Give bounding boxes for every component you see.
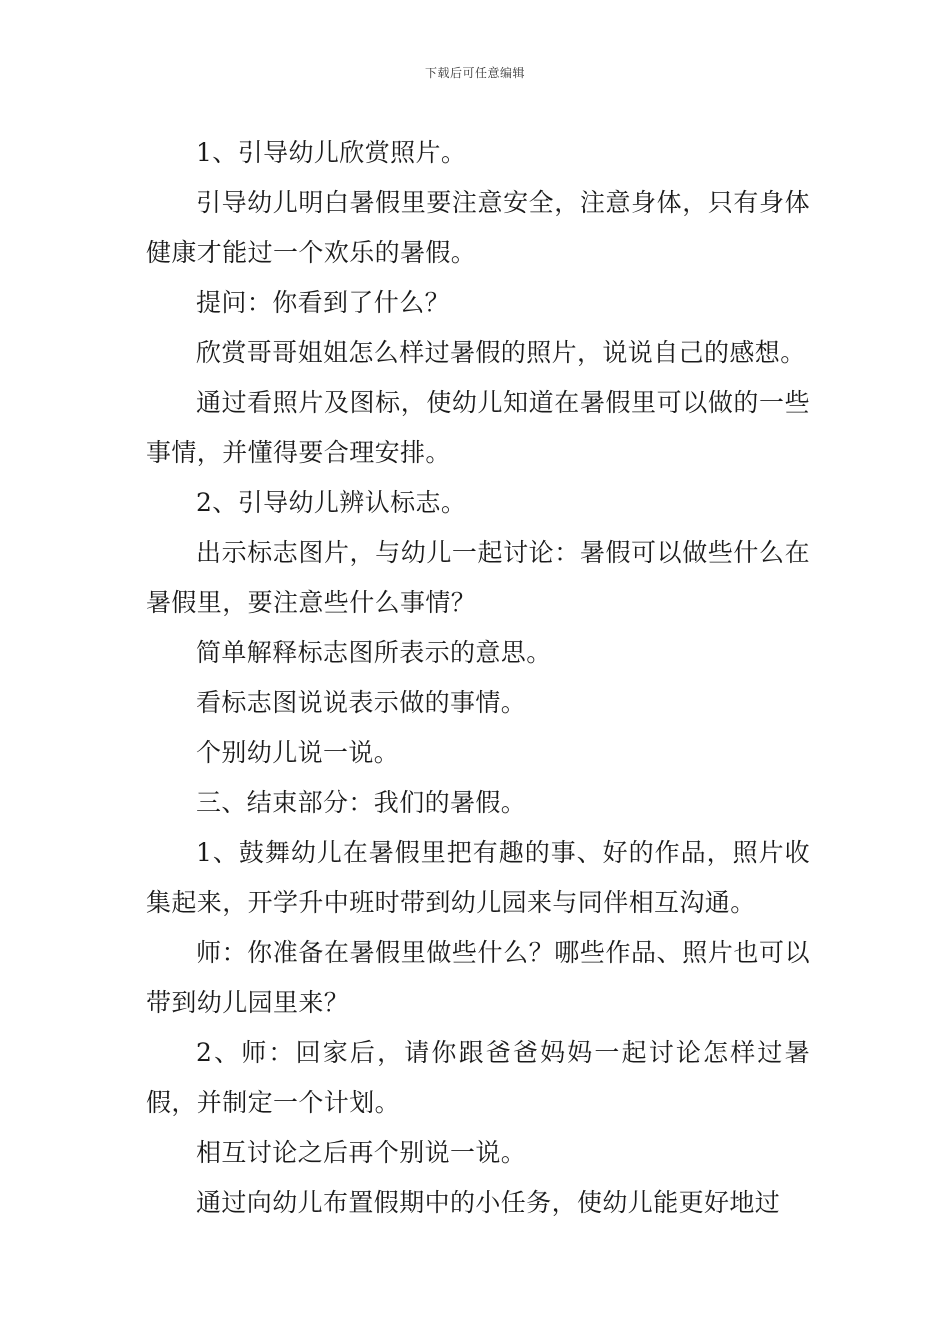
paragraph: 引导幼儿明白暑假里要注意安全，注意身体，只有身体健康才能过一个欢乐的暑假。 bbox=[146, 188, 810, 267]
paragraph: 2、引导幼儿辨认标志。 bbox=[196, 488, 467, 517]
section-heading: 三、结束部分：我们的暑假。 bbox=[196, 788, 527, 817]
paragraph: 看标志图说说表示做的事情。 bbox=[196, 688, 527, 717]
body-text bbox=[146, 128, 810, 1228]
paragraph: 简单解释标志图所表示的意思。 bbox=[196, 638, 552, 667]
paragraph: 相互讨论之后再个别说一说。 bbox=[196, 1138, 527, 1167]
paragraph: 1、鼓舞幼儿在暑假里把有趣的事、好的作品，照片收集起来，开学升中班时带到幼儿园来与同伴相互沟通。 bbox=[146, 838, 810, 917]
paragraph: 欣赏哥哥姐姐怎么样过暑假的照片，说说自己的感想。 bbox=[196, 338, 806, 367]
paragraph: 提问：你看到了什么？ bbox=[196, 288, 451, 317]
paragraph: 个别幼儿说一说。 bbox=[196, 738, 400, 767]
header-note: 下载后可任意编辑 bbox=[424, 66, 525, 80]
paragraph: 2、师：回家后，请你跟爸爸妈妈一起讨论怎样过暑假，并制定一个计划。 bbox=[146, 1038, 810, 1117]
paragraph: 1、引导幼儿欣赏照片。 bbox=[196, 138, 467, 167]
paragraph: 师：你准备在暑假里做些什么？哪些作品、照片也可以带到幼儿园里来？ bbox=[146, 938, 810, 1017]
paragraph: 通过看照片及图标，使幼儿知道在暑假里可以做的一些事情，并懂得要合理安排。 bbox=[146, 388, 810, 467]
paragraph: 通过向幼儿布置假期中的小任务，使幼儿能更好地过 bbox=[196, 1188, 781, 1217]
paragraph: 出示标志图片，与幼儿一起讨论：暑假可以做些什么在暑假里，要注意些什么事情？ bbox=[146, 538, 810, 617]
